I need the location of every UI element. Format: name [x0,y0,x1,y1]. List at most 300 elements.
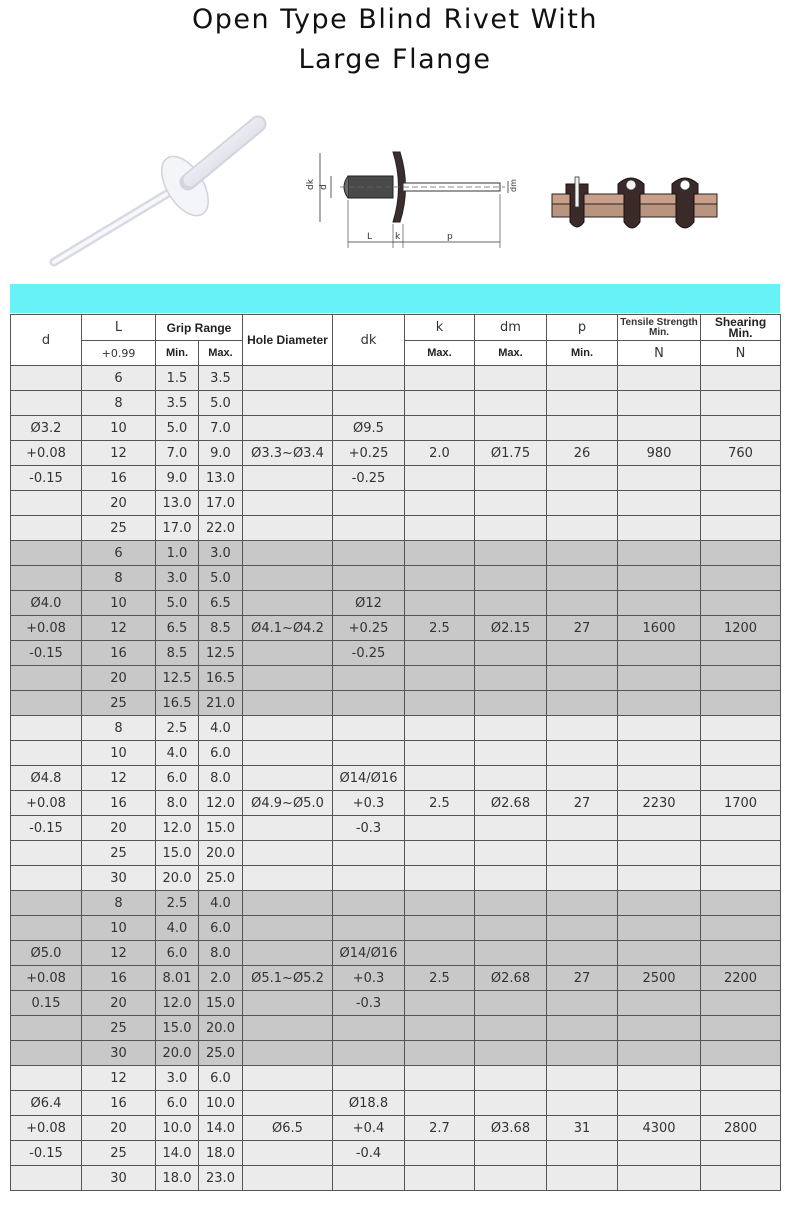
cell-grip-max: 10.0 [199,1091,243,1116]
col-dm-sub-header: Max. [475,341,547,366]
cell-grip-max: 8.5 [199,616,243,641]
cell-L: 20 [82,1116,156,1141]
cell-L: 12 [82,941,156,966]
cell-k [405,841,475,866]
cell-d: -0.15 [11,641,82,666]
col-L-header: L [82,315,156,341]
cell-d [11,1166,82,1191]
cell-grip-max: 21.0 [199,691,243,716]
cell-dm [475,641,547,666]
cell-dk: Ø14/Ø16 [333,941,405,966]
cell-grip-max: 5.0 [199,391,243,416]
cell-L: 10 [82,741,156,766]
cell-L: 25 [82,841,156,866]
cell-k: 2.0 [405,441,475,466]
cell-p [547,516,618,541]
cell-d [11,366,82,391]
cell-hole-diameter [243,1166,333,1191]
cell-grip-min: 5.0 [156,416,199,441]
cell-grip-max: 22.0 [199,516,243,541]
cell-grip-max: 13.0 [199,466,243,491]
cell-k [405,591,475,616]
shearing-label: Shearing [714,314,767,329]
cell-grip-min: 4.0 [156,916,199,941]
table-row [11,616,781,641]
cell-dm [475,591,547,616]
cell-dm [475,816,547,841]
cell-shearing [701,366,781,391]
cell-grip-max: 17.0 [199,491,243,516]
cell-k [405,491,475,516]
cell-d: 0.15 [11,991,82,1016]
cell-k [405,516,475,541]
cell-dm [475,666,547,691]
cell-dk [333,691,405,716]
cell-grip-min: 6.0 [156,941,199,966]
cell-grip-max: 25.0 [199,866,243,891]
cell-d [11,666,82,691]
cell-p [547,1166,618,1191]
cell-k [405,1091,475,1116]
cell-L: 10 [82,916,156,941]
cell-hole-diameter [243,841,333,866]
cell-tensile [618,941,701,966]
cell-tensile [618,566,701,591]
cell-L: 20 [82,666,156,691]
cell-tensile: 2500 [618,966,701,991]
cell-dk [333,666,405,691]
cell-shearing [701,891,781,916]
cell-k [405,1041,475,1066]
cell-k [405,541,475,566]
cell-d: +0.08 [11,1116,82,1141]
cell-p [547,916,618,941]
cell-p [547,566,618,591]
cell-grip-min: 6.5 [156,616,199,641]
cell-dk [333,566,405,591]
cell-dm [475,916,547,941]
installation-sections [548,172,723,234]
cell-dk: -0.4 [333,1141,405,1166]
cell-p [547,741,618,766]
cell-hole-diameter [243,466,333,491]
cell-p: 31 [547,1116,618,1141]
cell-grip-min: 8.0 [156,791,199,816]
cell-hole-diameter [243,566,333,591]
cell-k [405,666,475,691]
cell-dk: +0.3 [333,966,405,991]
cell-p [547,716,618,741]
col-L-tolerance: +0.99 [82,341,156,366]
cell-grip-min: 1.5 [156,366,199,391]
cell-tensile [618,1041,701,1066]
cell-grip-min: 20.0 [156,866,199,891]
cell-grip-max: 7.0 [199,416,243,441]
cell-grip-max: 3.0 [199,541,243,566]
cell-grip-min: 20.0 [156,1041,199,1066]
d-dimension-label: d [319,184,329,190]
cell-L: 16 [82,966,156,991]
cell-L: 25 [82,516,156,541]
cell-L: 16 [82,641,156,666]
col-shearing-header [701,315,781,341]
cell-k [405,391,475,416]
cell-grip-max: 8.0 [199,941,243,966]
cell-dk [333,841,405,866]
cell-d [11,391,82,416]
table-row [11,716,781,741]
cell-tensile [618,391,701,416]
cell-L: 25 [82,1141,156,1166]
cell-dm [475,741,547,766]
cell-p: 27 [547,791,618,816]
cell-hole-diameter [243,891,333,916]
page-title-line-1: Open Type Blind Rivet With [192,4,598,35]
cell-grip-max: 12.0 [199,791,243,816]
table-row [11,766,781,791]
cell-tensile [618,916,701,941]
cell-d [11,516,82,541]
cell-grip-max: 4.0 [199,716,243,741]
dk-dimension-label: dk [306,179,316,190]
cell-L: 12 [82,1066,156,1091]
cell-d [11,566,82,591]
cell-p [547,766,618,791]
table-row [11,391,781,416]
cell-shearing [701,1041,781,1066]
cell-dk [333,491,405,516]
cell-shearing [701,941,781,966]
cell-p: 26 [547,441,618,466]
cell-tensile [618,1141,701,1166]
tensile-label: Tensile Strength [620,316,698,328]
cell-dm [475,941,547,966]
cell-tensile: 4300 [618,1116,701,1141]
col-dk-header: dk [333,315,405,366]
cell-shearing [701,1016,781,1041]
cell-grip-min: 10.0 [156,1116,199,1141]
cell-k [405,941,475,966]
cell-tensile [618,766,701,791]
cell-dk: -0.25 [333,641,405,666]
table-row [11,866,781,891]
cell-k [405,416,475,441]
cell-d [11,841,82,866]
cell-tensile [618,1016,701,1041]
cell-L: 25 [82,691,156,716]
col-tensile-unit: N [618,341,701,366]
page-title-line-2: Large Flange [298,44,492,75]
cell-dk [333,891,405,916]
col-shearing-unit: N [701,341,781,366]
table-row [11,1141,781,1166]
cell-d [11,491,82,516]
cell-d [11,916,82,941]
cell-d [11,1041,82,1066]
cell-dk: -0.3 [333,816,405,841]
cell-d: +0.08 [11,441,82,466]
cell-grip-min: 6.0 [156,1091,199,1116]
cell-shearing [701,816,781,841]
cell-dm: Ø1.75 [475,441,547,466]
cell-p [547,991,618,1016]
cell-dm [475,1066,547,1091]
cell-grip-min: 15.0 [156,841,199,866]
col-grip-max-header: Max. [199,341,243,366]
col-p-header: p [547,315,618,341]
cell-p [547,691,618,716]
cell-grip-max: 18.0 [199,1141,243,1166]
cell-shearing [701,1141,781,1166]
cell-d [11,541,82,566]
cell-dk: +0.25 [333,441,405,466]
cell-dk [333,716,405,741]
cell-tensile [618,1066,701,1091]
cell-dk [333,1016,405,1041]
cell-grip-max: 20.0 [199,841,243,866]
cell-k [405,916,475,941]
cell-L: 20 [82,991,156,1016]
col-grip-min-header: Min. [156,341,199,366]
cell-dk [333,1041,405,1066]
cell-grip-max: 9.0 [199,441,243,466]
cell-dm [475,991,547,1016]
cell-hole-diameter [243,1016,333,1041]
cell-hole-diameter [243,916,333,941]
cell-shearing [701,691,781,716]
cell-dm [475,766,547,791]
cell-L: 12 [82,766,156,791]
table-row [11,491,781,516]
cell-dk [333,1066,405,1091]
cell-tensile [618,641,701,666]
cell-L: 10 [82,591,156,616]
cell-k [405,1016,475,1041]
cell-d: Ø3.2 [11,416,82,441]
cell-d: Ø5.0 [11,941,82,966]
cell-tensile [618,466,701,491]
cell-dm [475,391,547,416]
cell-shearing [701,1091,781,1116]
cell-p [547,491,618,516]
cell-dk: Ø14/Ø16 [333,766,405,791]
cell-d [11,691,82,716]
cell-grip-min: 5.0 [156,591,199,616]
cell-p [547,641,618,666]
rivet-photo [40,100,275,275]
cell-p [547,1141,618,1166]
cell-shearing [701,466,781,491]
cell-shearing [701,716,781,741]
cell-tensile [618,666,701,691]
cell-p [547,1091,618,1116]
cell-grip-max: 5.0 [199,566,243,591]
cell-L: 16 [82,1091,156,1116]
cell-p [547,666,618,691]
cell-k: 2.5 [405,791,475,816]
cell-d [11,1016,82,1041]
col-k-sub-header: Max. [405,341,475,366]
cell-dm [475,366,547,391]
table-row [11,916,781,941]
tensile-min-label: Min. [649,326,669,338]
cell-dk: -0.3 [333,991,405,1016]
cell-grip-min: 3.5 [156,391,199,416]
cell-shearing: 760 [701,441,781,466]
cell-hole-diameter: Ø4.9~Ø5.0 [243,791,333,816]
col-k-header: k [405,315,475,341]
table-row [11,966,781,991]
cell-hole-diameter [243,691,333,716]
cell-grip-min: 6.0 [156,766,199,791]
cell-grip-max: 25.0 [199,1041,243,1066]
cell-dm [475,516,547,541]
col-p-sub-header: Min. [547,341,618,366]
cell-L: 12 [82,441,156,466]
cell-p [547,941,618,966]
table-row [11,441,781,466]
cell-p [547,891,618,916]
cell-hole-diameter [243,416,333,441]
cell-dm [475,466,547,491]
cell-grip-min: 1.0 [156,541,199,566]
cell-p [547,1041,618,1066]
cell-shearing [701,1166,781,1191]
cell-d: -0.15 [11,466,82,491]
cell-shearing [701,416,781,441]
cell-L: 16 [82,791,156,816]
cell-grip-min: 18.0 [156,1166,199,1191]
cell-tensile [618,691,701,716]
cell-L: 20 [82,491,156,516]
table-row [11,816,781,841]
header-band [10,284,780,313]
cell-shearing [701,641,781,666]
cell-grip-min: 14.0 [156,1141,199,1166]
cell-tensile: 980 [618,441,701,466]
cell-p [547,841,618,866]
cell-k [405,366,475,391]
cell-grip-min: 3.0 [156,1066,199,1091]
cell-grip-min: 2.5 [156,716,199,741]
cell-d: +0.08 [11,966,82,991]
col-tensile-header [618,315,701,341]
cell-shearing [701,991,781,1016]
cell-shearing [701,591,781,616]
table-row [11,516,781,541]
cell-k [405,741,475,766]
cell-dm [475,891,547,916]
cell-hole-diameter: Ø5.1~Ø5.2 [243,966,333,991]
cell-dm [475,1141,547,1166]
cell-shearing [701,666,781,691]
cell-k [405,466,475,491]
cell-L: 8 [82,716,156,741]
cell-d: +0.08 [11,616,82,641]
cell-p [547,466,618,491]
cell-dk [333,916,405,941]
cell-dk [333,516,405,541]
cell-L: 6 [82,366,156,391]
cell-grip-max: 6.0 [199,1066,243,1091]
cell-dm [475,541,547,566]
cell-k [405,816,475,841]
cell-shearing [701,741,781,766]
cell-grip-max: 14.0 [199,1116,243,1141]
cell-tensile [618,841,701,866]
cell-shearing [701,866,781,891]
cell-p [547,591,618,616]
table-row [11,541,781,566]
cell-d: -0.15 [11,1141,82,1166]
cell-grip-min: 3.0 [156,566,199,591]
cell-shearing [701,1066,781,1091]
cell-grip-max: 16.5 [199,666,243,691]
cell-p [547,541,618,566]
cell-shearing [701,391,781,416]
table-row [11,891,781,916]
table-row [11,666,781,691]
cell-hole-diameter [243,741,333,766]
cell-dm [475,566,547,591]
cell-tensile [618,366,701,391]
cell-hole-diameter [243,491,333,516]
cell-dk: +0.4 [333,1116,405,1141]
cell-d [11,891,82,916]
cell-dm [475,1166,547,1191]
cell-dm [475,1041,547,1066]
cell-L: 16 [82,466,156,491]
cell-d: -0.15 [11,816,82,841]
cell-p: 27 [547,966,618,991]
cell-d [11,716,82,741]
cell-grip-max: 3.5 [199,366,243,391]
cell-d: Ø4.8 [11,766,82,791]
cell-dk [333,541,405,566]
cell-shearing [701,916,781,941]
cell-grip-max: 23.0 [199,1166,243,1191]
cell-L: 8 [82,891,156,916]
cell-d [11,866,82,891]
cell-k [405,891,475,916]
cell-shearing: 1200 [701,616,781,641]
cell-grip-max: 6.0 [199,741,243,766]
cell-hole-diameter [243,716,333,741]
table-row [11,591,781,616]
cell-p [547,866,618,891]
cell-tensile [618,516,701,541]
cell-dk: Ø18.8 [333,1091,405,1116]
cell-hole-diameter [243,366,333,391]
cell-grip-min: 15.0 [156,1016,199,1041]
cell-L: 12 [82,616,156,641]
cell-tensile [618,816,701,841]
table-row [11,991,781,1016]
cell-dm [475,866,547,891]
col-d-header: d [11,315,82,366]
cell-p [547,391,618,416]
cell-grip-max: 20.0 [199,1016,243,1041]
cell-dk [333,1166,405,1191]
cell-grip-max: 6.0 [199,916,243,941]
cell-tensile [618,1091,701,1116]
cell-k [405,991,475,1016]
cell-hole-diameter [243,541,333,566]
cell-d: Ø6.4 [11,1091,82,1116]
cell-k [405,1141,475,1166]
cell-grip-max: 15.0 [199,816,243,841]
cell-hole-diameter [243,1066,333,1091]
